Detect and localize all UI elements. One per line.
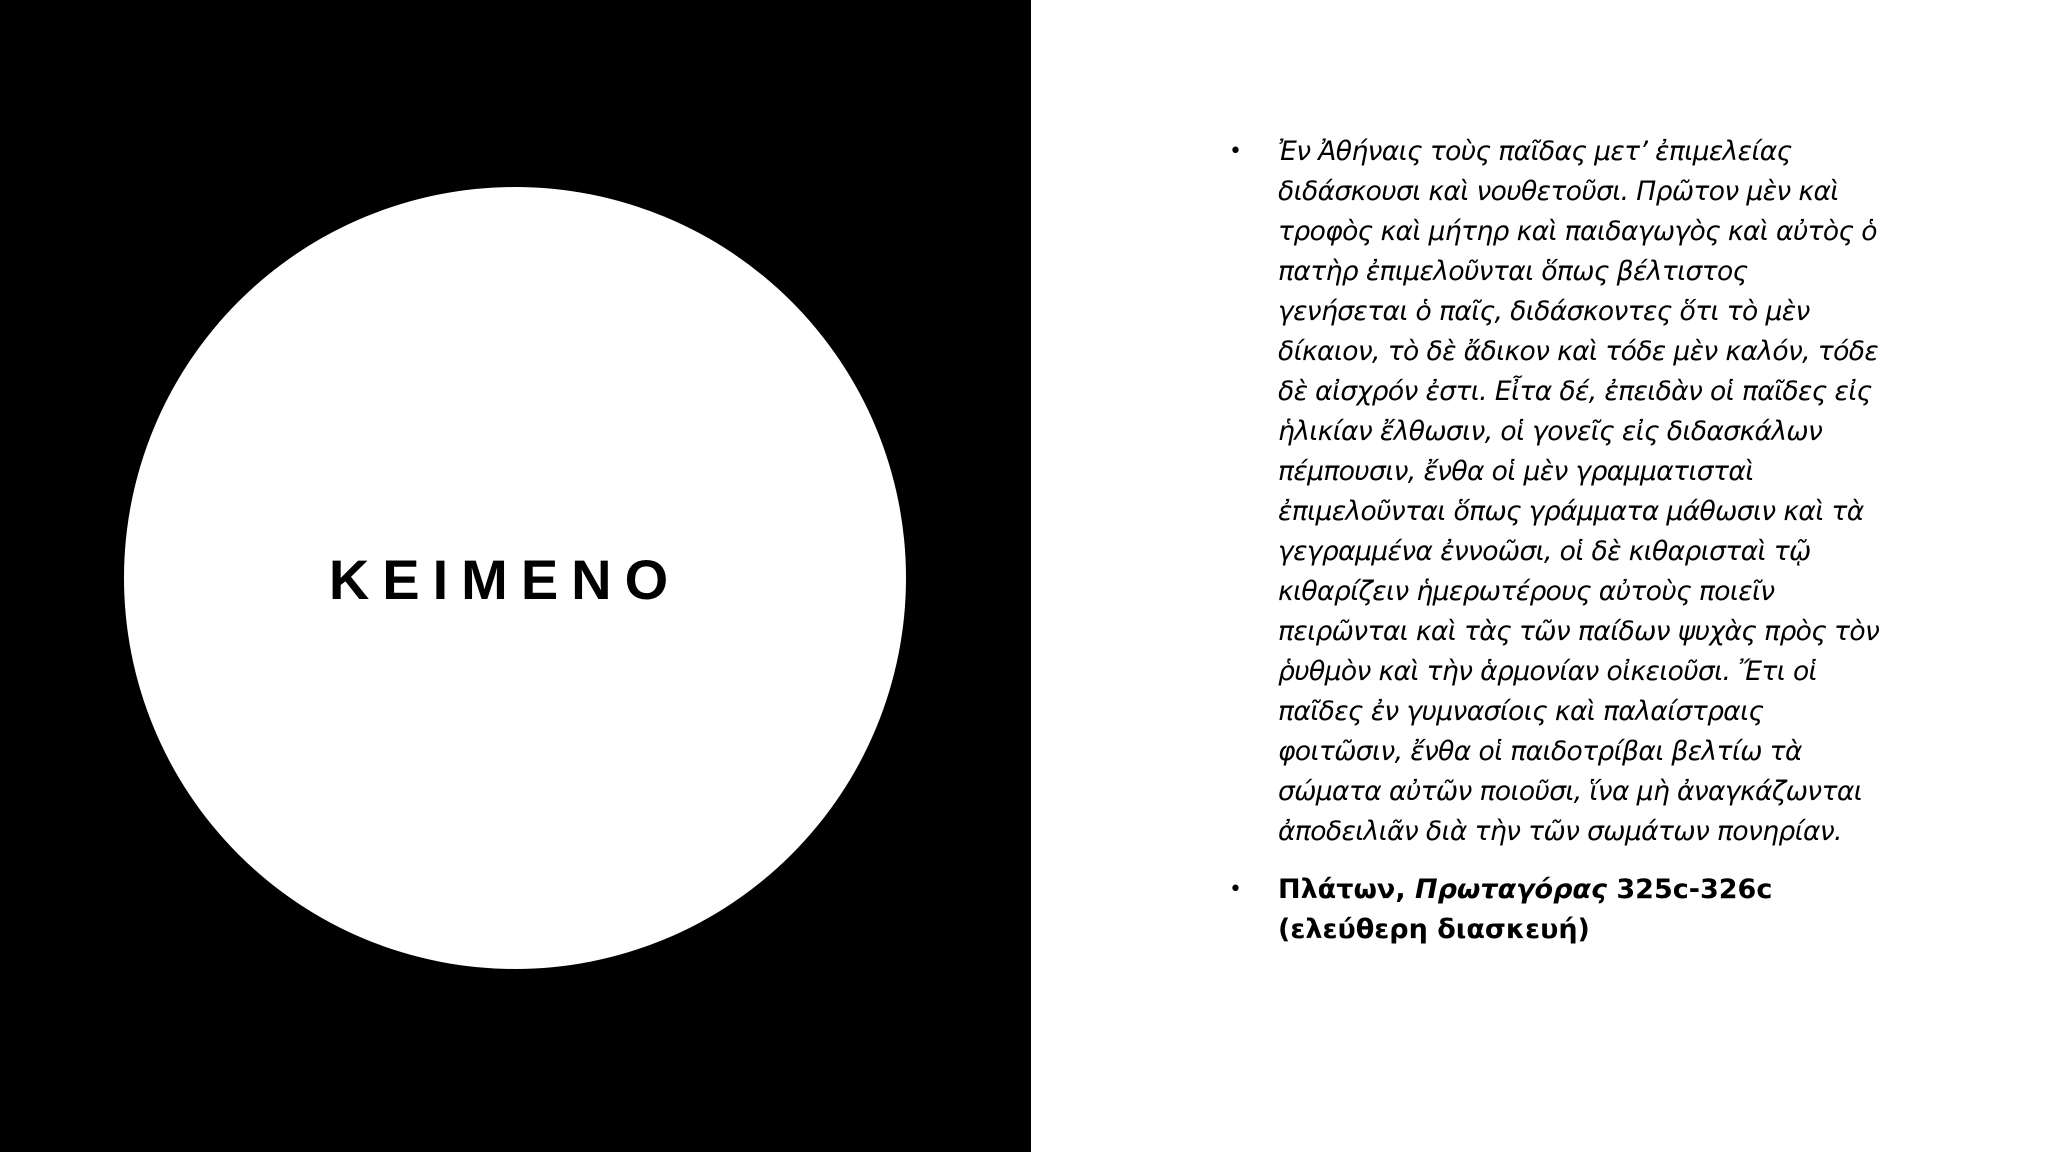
source-author: Πλάτων, xyxy=(1278,874,1406,905)
bullet-item-source xyxy=(1225,870,1885,950)
bullet-icon: • xyxy=(1229,877,1242,902)
bullet-icon: • xyxy=(1229,139,1242,164)
bullet-list xyxy=(1225,132,1885,968)
source-reference: 325c-326c xyxy=(1616,874,1773,905)
source-citation xyxy=(1278,870,1885,950)
source-note: (ελεύθερη διασκευή) xyxy=(1278,914,1590,945)
greek-quote-text: Ἐν Ἀθήναις τοὺς παῖδας μετ’ ἐπιμελείας διδάσκουσι καὶ νουθετοῦσι. Πρῶτον μὲν καὶ τροφὸς καὶ μήτηρ καὶ παιδαγωγὸς καὶ αὐτὸς ὁ πατὴρ ἐπιμελοῦνται ὅπως βέλτιστος γενήσεται ὁ παῖς, διδάσκοντες ὅτι τὸ μὲν δίκαιον, τὸ δὲ ἄδικον καὶ τόδε μὲν καλόν, τόδε δὲ αἰσχρόν ἐστι. Εἶτα δέ, ἐπειδὰν οἱ παῖδες εἰς ἡλικίαν ἔλθωσιν, οἱ γονεῖς εἰς διδασκάλων πέμπουσιν, ἔνθα οἱ μὲν γραμματισταὶ ἐπιμελοῦνται ὅπως γράμματα μάθωσιν καὶ τὰ γεγραμμένα ἐννοῶσι, οἱ δὲ κιθαρισταὶ τῷ κιθαρίζειν ἡμερωτέρους αὐτοὺς ποιεῖν πειρῶνται καὶ τὰς τῶν παίδων ψυχὰς πρὸς τὸν ῥυθμὸν καὶ τὴν ἁρμονίαν οἰκειοῦσι. Ἔτι οἱ παῖδες ἐν γυμνασίοις καὶ παλαίστραις φοιτῶσιν, ἔνθα οἱ παιδοτρίβαι βελτίω τὰ σώματα αὐτῶν ποιοῦσι, ἵνα μὴ ἀναγκάζωνται ἀποδειλιᾶν διὰ τὴν τῶν σωμάτων πονηρίαν. xyxy=(1278,136,1880,847)
source-work-title: Πρωταγόρας xyxy=(1414,874,1607,905)
slide-title: KEIMENO xyxy=(328,548,682,611)
bullet-item-quote xyxy=(1225,132,1885,852)
